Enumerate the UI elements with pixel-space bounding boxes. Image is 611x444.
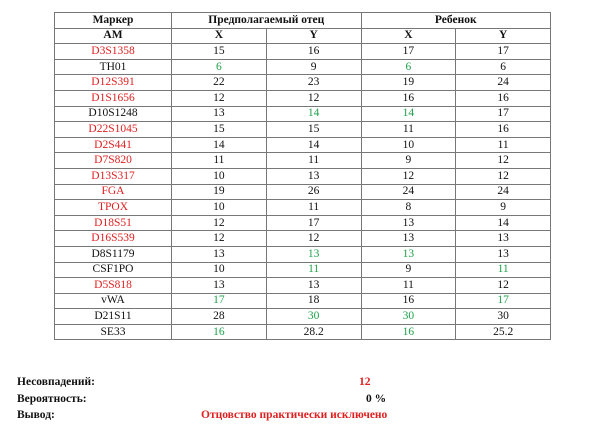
father-y-cell: 26 (266, 184, 361, 200)
table-row (55, 75, 551, 91)
marker-cell: D21S11 (55, 309, 172, 325)
father-y-cell: 23 (266, 75, 361, 91)
father-y-cell: 18 (266, 293, 361, 309)
conclusion-label: Вывод: (17, 409, 55, 421)
father-y-cell: 12 (266, 231, 361, 247)
father-y-header: Y (266, 28, 361, 44)
father-y-cell: 14 (266, 106, 361, 122)
father-y-cell: 17 (266, 215, 361, 231)
mismatches-value: 12 (359, 376, 371, 388)
table-row (55, 44, 551, 60)
table-row (55, 246, 551, 262)
child-x-header: X (361, 28, 456, 44)
paternity-table (54, 12, 551, 340)
mismatches-label: Несовпадений: (17, 376, 95, 388)
father-y-cell: 14 (266, 137, 361, 153)
child-x-cell: 11 (361, 278, 456, 294)
father-x-cell: 16 (172, 324, 267, 340)
child-y-cell: 13 (456, 231, 551, 247)
father-x-cell: 12 (172, 90, 267, 106)
father-y-cell: 15 (266, 122, 361, 138)
father-x-cell: 10 (172, 200, 267, 216)
child-header: Ребенок (361, 13, 551, 29)
child-x-cell: 16 (361, 293, 456, 309)
marker-cell: D13S317 (55, 168, 172, 184)
child-x-cell: 13 (361, 246, 456, 262)
conclusion-value: Отцовство практически исключено (201, 409, 388, 421)
marker-cell: TH01 (55, 59, 172, 75)
marker-cell: SE33 (55, 324, 172, 340)
table-row (55, 293, 551, 309)
child-y-cell: 16 (456, 90, 551, 106)
child-y-cell: 25.2 (456, 324, 551, 340)
child-y-cell: 12 (456, 278, 551, 294)
marker-cell: FGA (55, 184, 172, 200)
father-y-cell: 9 (266, 59, 361, 75)
marker-cell: D8S1179 (55, 246, 172, 262)
probability-value: 0 % (366, 393, 387, 405)
father-y-cell: 13 (266, 246, 361, 262)
father-y-cell: 13 (266, 168, 361, 184)
marker-cell: TPOX (55, 200, 172, 216)
child-y-cell: 17 (456, 44, 551, 60)
child-x-cell: 9 (361, 153, 456, 169)
father-y-cell: 11 (266, 153, 361, 169)
child-y-cell: 30 (456, 309, 551, 325)
am-header: AM (55, 28, 172, 44)
table-row (55, 122, 551, 138)
father-x-cell: 13 (172, 106, 267, 122)
table-row (55, 231, 551, 247)
father-x-cell: 12 (172, 231, 267, 247)
father-x-cell: 15 (172, 44, 267, 60)
child-x-cell: 11 (361, 122, 456, 138)
father-x-cell: 13 (172, 246, 267, 262)
table-row (55, 106, 551, 122)
father-x-cell: 17 (172, 293, 267, 309)
father-y-cell: 28.2 (266, 324, 361, 340)
child-x-cell: 12 (361, 168, 456, 184)
table-row (55, 90, 551, 106)
table-row (55, 324, 551, 340)
child-y-cell: 6 (456, 59, 551, 75)
father-x-cell: 13 (172, 278, 267, 294)
father-x-cell: 10 (172, 168, 267, 184)
marker-cell: D2S441 (55, 137, 172, 153)
marker-cell: D1S1656 (55, 90, 172, 106)
table-row (55, 153, 551, 169)
child-y-cell: 11 (456, 262, 551, 278)
child-y-cell: 17 (456, 293, 551, 309)
father-y-cell: 30 (266, 309, 361, 325)
child-x-cell: 10 (361, 137, 456, 153)
header-row (55, 13, 551, 29)
marker-cell: D12S391 (55, 75, 172, 91)
father-x-cell: 28 (172, 309, 267, 325)
marker-cell: D22S1045 (55, 122, 172, 138)
father-x-header: X (172, 28, 267, 44)
marker-cell: vWA (55, 293, 172, 309)
table-row (55, 278, 551, 294)
father-header: Предполагаемый отец (172, 13, 362, 29)
child-x-cell: 17 (361, 44, 456, 60)
marker-cell: D10S1248 (55, 106, 172, 122)
father-y-cell: 11 (266, 262, 361, 278)
marker-cell: D18S51 (55, 215, 172, 231)
marker-cell: D16S539 (55, 231, 172, 247)
table-row (55, 137, 551, 153)
child-x-cell: 13 (361, 231, 456, 247)
child-y-cell: 13 (456, 246, 551, 262)
child-y-cell: 17 (456, 106, 551, 122)
father-y-cell: 16 (266, 44, 361, 60)
marker-header: Маркер (55, 13, 172, 29)
marker-cell: D3S1358 (55, 44, 172, 60)
father-x-cell: 11 (172, 153, 267, 169)
father-x-cell: 22 (172, 75, 267, 91)
child-x-cell: 16 (361, 324, 456, 340)
marker-cell: D5S818 (55, 278, 172, 294)
child-y-cell: 14 (456, 215, 551, 231)
child-y-cell: 16 (456, 122, 551, 138)
subheader-row (55, 28, 551, 44)
child-x-cell: 19 (361, 75, 456, 91)
father-x-cell: 10 (172, 262, 267, 278)
table-row (55, 168, 551, 184)
table-row (55, 184, 551, 200)
child-x-cell: 9 (361, 262, 456, 278)
father-y-cell: 12 (266, 90, 361, 106)
child-x-cell: 24 (361, 184, 456, 200)
child-x-cell: 16 (361, 90, 456, 106)
child-y-cell: 9 (456, 200, 551, 216)
child-y-cell: 24 (456, 184, 551, 200)
probability-label: Вероятность: (17, 393, 87, 405)
table-row (55, 309, 551, 325)
marker-cell: D7S820 (55, 153, 172, 169)
father-y-cell: 13 (266, 278, 361, 294)
father-x-cell: 14 (172, 137, 267, 153)
table-row (55, 262, 551, 278)
table-row (55, 59, 551, 75)
father-y-cell: 11 (266, 200, 361, 216)
child-y-header: Y (456, 28, 551, 44)
marker-cell: CSF1PO (55, 262, 172, 278)
table-row (55, 215, 551, 231)
child-x-cell: 30 (361, 309, 456, 325)
child-x-cell: 14 (361, 106, 456, 122)
father-x-cell: 19 (172, 184, 267, 200)
child-y-cell: 12 (456, 153, 551, 169)
child-y-cell: 12 (456, 168, 551, 184)
child-x-cell: 13 (361, 215, 456, 231)
child-x-cell: 6 (361, 59, 456, 75)
child-y-cell: 11 (456, 137, 551, 153)
father-x-cell: 6 (172, 59, 267, 75)
table-row (55, 200, 551, 216)
father-x-cell: 12 (172, 215, 267, 231)
child-y-cell: 24 (456, 75, 551, 91)
father-x-cell: 15 (172, 122, 267, 138)
child-x-cell: 8 (361, 200, 456, 216)
